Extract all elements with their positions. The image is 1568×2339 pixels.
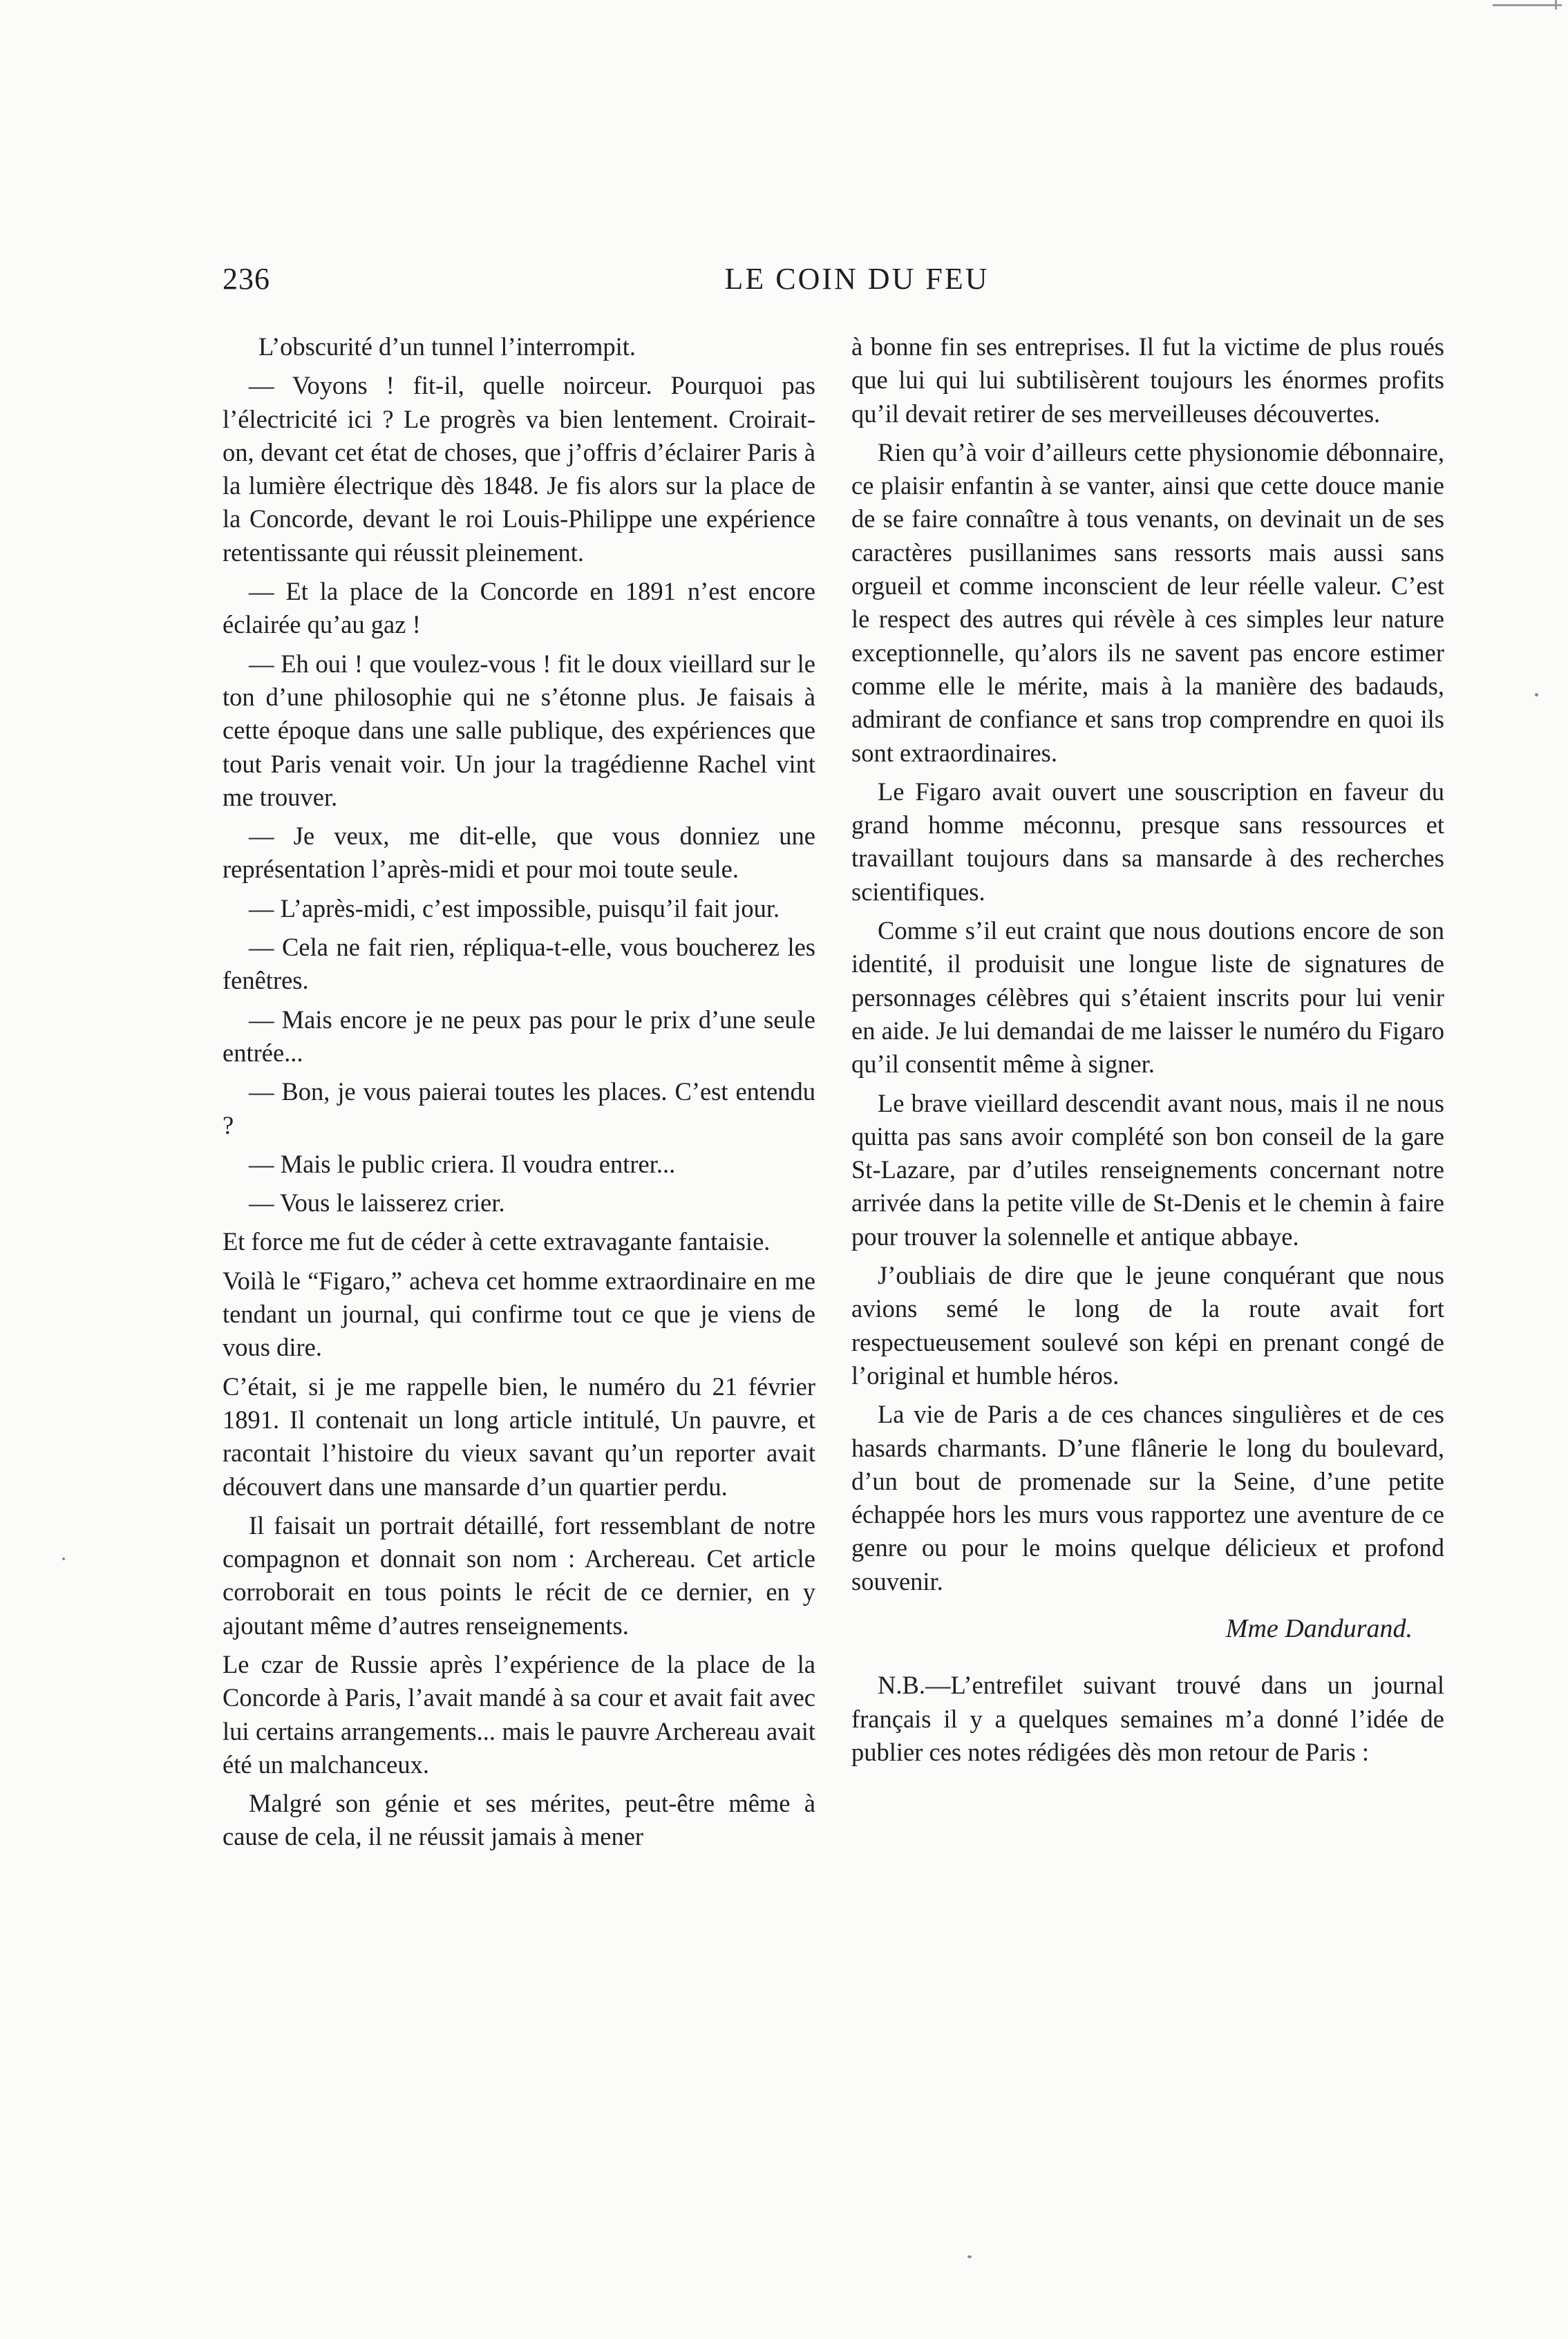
paragraph: — Mais encore je ne peux pas pour le prix d’une seule entrée... bbox=[223, 1005, 815, 1067]
paragraph: Rien qu’à voir d’ailleurs cette physionomie débonnaire, ce plaisir enfantin à se vanter, ainsi que cette douce manie de se faire connaître à tous venants, on devinait un de ses caractères pusillanimes sans ressorts mais aussi sans orgueil et comme inconscient de leur réelle valeur. C’est le respect des autres qui révèle à ces simples leur nature exceptionnelle, qu’alors ils ne savent pas encore estimer comme elle le mérite, mais à la manière des badauds, admirant de confiance et sans trop comprendre en quoi ils sont extraordinaires. bbox=[851, 437, 1444, 767]
paragraph: — Eh oui ! que voulez-vous ! fit le doux vieillard sur le ton d’une philosophie qui ne s’étonne plus. Je faisais à cette époque dans une salle publique, des expériences que tout Paris venait voir. Un jour la tragédienne Rachel vint me trouver. bbox=[223, 649, 815, 811]
paragraph: N.B.—L’entrefilet suivant trouvé dans un journal français il y a quelques semaines m’a donné l’idée de publier ces notes rédigées dès mon retour de Paris : bbox=[851, 1671, 1444, 1766]
paragraph: — Bon, je vous paierai toutes les places. C’est entendu ? bbox=[223, 1077, 815, 1139]
page-number: 236 bbox=[223, 262, 270, 296]
paragraph: — Je veux, me dit-elle, que vous donniez une représentation l’après-midi et pour moi toute seule. bbox=[223, 822, 815, 884]
scan-speck bbox=[1535, 693, 1538, 697]
paragraph: J’oubliais de dire que le jeune conquérant que nous avions semé le long de la route avait fort respectueusement soulevé son képi en prenant congé de l’original et humble héros. bbox=[851, 1261, 1444, 1390]
paragraph: Le czar de Russie après l’expérience de la place de la Concorde à Paris, l’avait mandé à sa cour et avait fait avec lui certains arrangements... mais le pauvre Archereau avait été un malchanceux. bbox=[223, 1649, 815, 1779]
signature: Mme Dandurand. bbox=[1225, 1613, 1413, 1643]
paragraph: — Cela ne fait rien, répliqua-t-elle, vous boucherez les fenêtres. bbox=[223, 933, 815, 995]
paragraph: — L’après-midi, c’est impossible, puisqu’il fait jour. bbox=[249, 893, 780, 922]
paragraph: à bonne fin ses entreprises. Il fut la victime de plus roués que lui qui lui subtilisèrent toujours les énormes profits qu’il devait retirer de ses merveilleuses découvertes. bbox=[851, 332, 1444, 428]
paragraph: Il faisait un portrait détaillé, fort ressemblant de notre compagnon et donnait son nom : Archereau. Cet article corroborait en tous points le récit de ce dernier, en y ajoutant même d’autres renseignements. bbox=[223, 1511, 815, 1640]
paragraph: La vie de Paris a de ces chances singulières et de ces hasards charmants. D’une flânerie le long du boulevard, d’un bout de promenade sur la Seine, d’une petite échappée hors les murs vous rapportez une aventure de ce genre ou pour le moins quelque délicieux et profond souvenir. bbox=[851, 1400, 1444, 1595]
paragraph: — Vous le laisserez crier. bbox=[249, 1189, 505, 1218]
right-column bbox=[851, 330, 1444, 1774]
paragraph: Et force me fut de céder à cette extravagante fantaisie. bbox=[223, 1227, 771, 1256]
paragraph: — Mais le public criera. Il voudra entrer... bbox=[249, 1149, 676, 1178]
left-column bbox=[223, 330, 815, 1859]
paragraph: C’était, si je me rappelle bien, le numéro du 21 février 1891. Il contenait un long article intitulé, Un pauvre, et racontait l’histoire du vieux savant qu’un reporter avait découvert dans une mansarde d’un quartier perdu. bbox=[223, 1372, 815, 1501]
scan-speck bbox=[62, 1557, 65, 1560]
paragraph: — Et la place de la Concorde en 1891 n’est encore éclairée qu’au gaz ! bbox=[223, 577, 815, 639]
paragraph: Voilà le “Figaro,” acheva cet homme extraordinaire en me tendant un journal, qui confirme tout ce que je viens de vous dire. bbox=[223, 1266, 815, 1362]
paragraph: — Voyons ! fit-il, quelle noirceur. Pourquoi pas l’électricité ici ? Le progrès va bien lentement. Croirait-on, devant cet état de choses, que j’offris d’éclairer Paris à la lumière électrique dès 1848. Je fis alors sur la place de la Concorde, devant le roi Louis-Philippe une expérience retentissante qui réussit pleinement. bbox=[223, 371, 815, 567]
paragraph: Le Figaro avait ouvert une souscription en faveur du grand homme méconnu, presque sans ressources et travaillant toujours dans sa mansarde à des recherches scientifiques. bbox=[851, 777, 1444, 906]
paragraph: Le brave vieillard descendit avant nous, mais il ne nous quitta pas sans avoir complété son bon conseil de la gare St-Lazare, par d’utiles renseignements concernant notre arrivée dans la petite ville de St-Denis et le chemin à faire pour trouver la solennelle et antique abbaye. bbox=[851, 1088, 1444, 1251]
running-title: LE COIN DU FEU bbox=[724, 262, 990, 296]
scan-speck bbox=[967, 2255, 972, 2258]
paragraph: Malgré son génie et ses mérites, peut-être même à cause de cela, il ne réussit jamais à mener bbox=[223, 1789, 815, 1851]
scan-edge-mark bbox=[1493, 4, 1562, 6]
page-header bbox=[223, 261, 1436, 310]
paragraph: Comme s’il eut craint que nous doutions encore de son identité, il produisit une longue liste de signatures de personnages célèbres qui s’étaient inscrits pour lui venir en aide. Je lui demandai de me laisser le numéro du Figaro qu’il consentit même à signer. bbox=[851, 916, 1444, 1079]
paragraph: L’obscurité d’un tunnel l’interrompit. bbox=[258, 332, 636, 361]
scan-edge-mark bbox=[1555, 0, 1557, 10]
